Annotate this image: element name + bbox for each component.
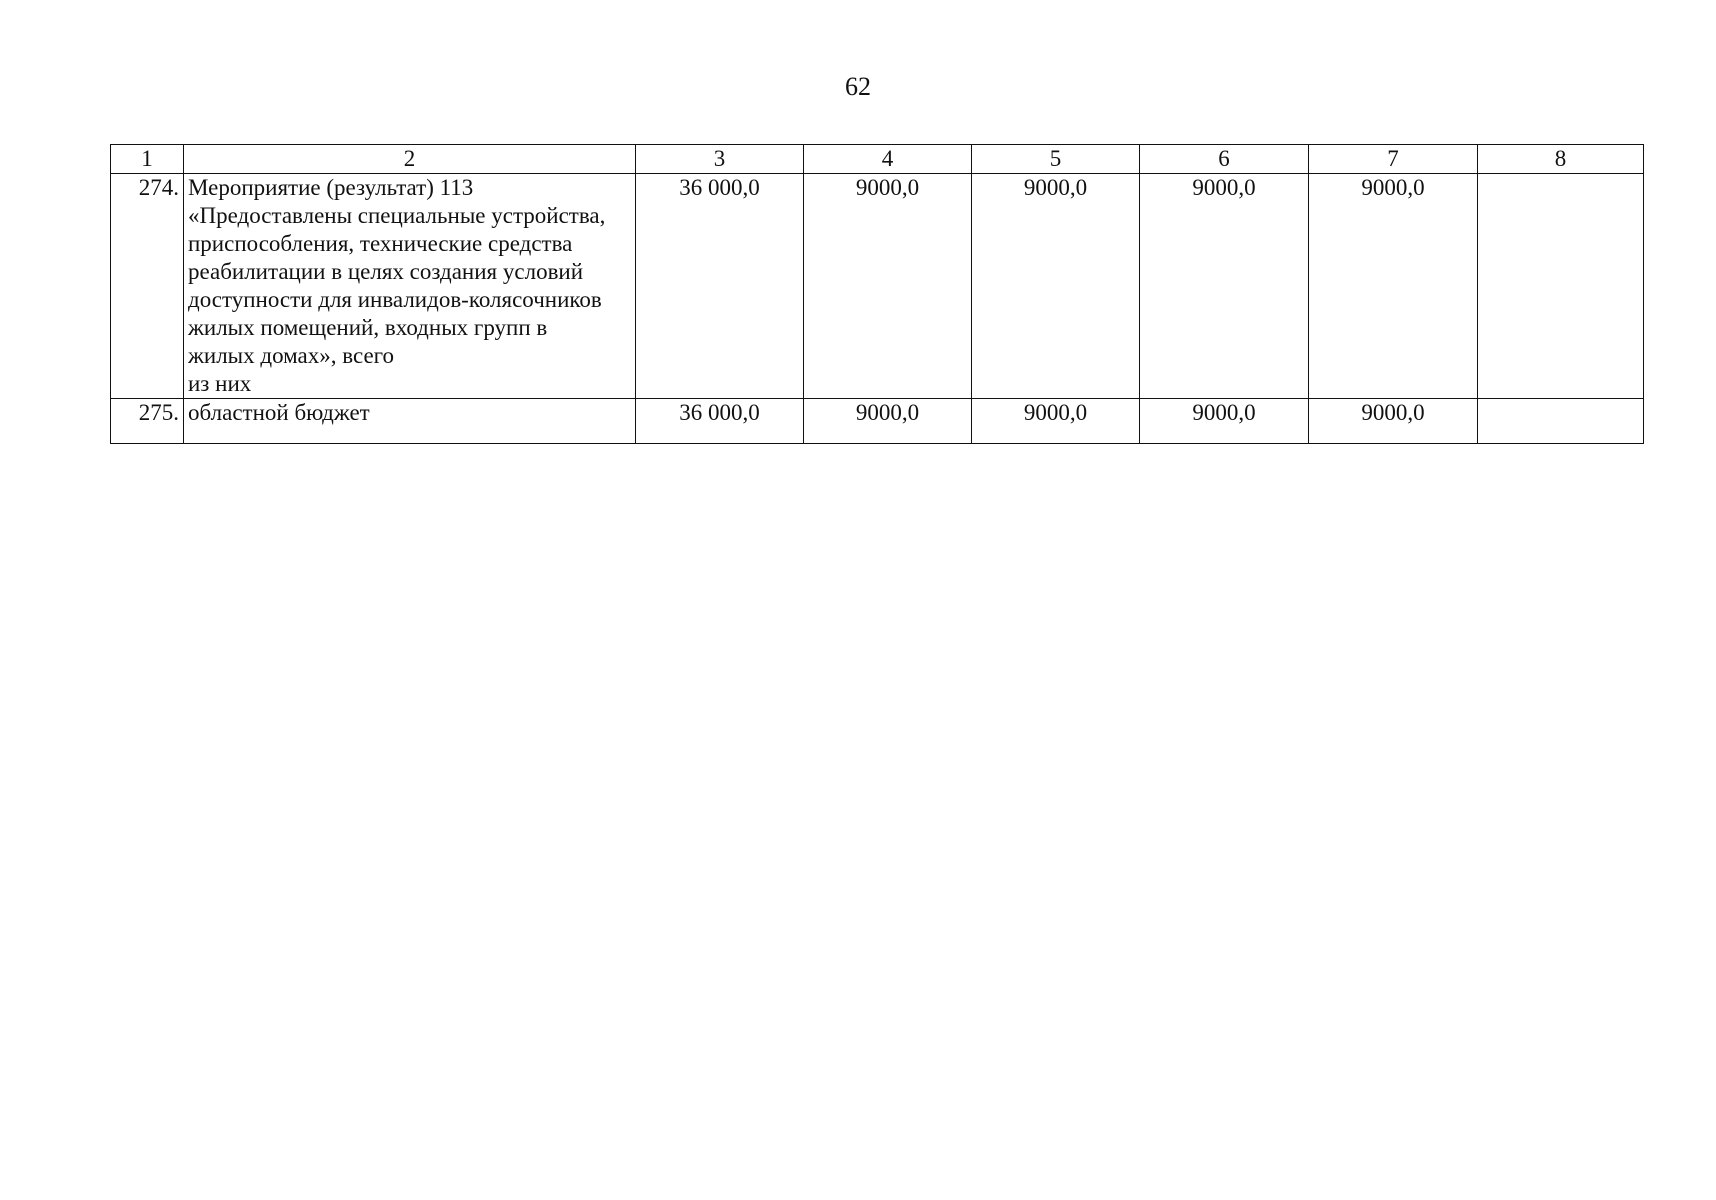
year-value: 9000,0 bbox=[1309, 399, 1478, 444]
header-cell-7: 7 bbox=[1309, 145, 1478, 174]
year-value: 9000,0 bbox=[804, 399, 972, 444]
budget-table bbox=[110, 144, 1644, 444]
total-value: 36 000,0 bbox=[636, 399, 804, 444]
year-value: 9000,0 bbox=[1140, 399, 1309, 444]
description-line: областной бюджет bbox=[188, 400, 370, 425]
description-line: приспособления, технические средства bbox=[188, 231, 573, 256]
year-value: 9000,0 bbox=[1140, 174, 1309, 399]
header-cell-8: 8 bbox=[1478, 145, 1644, 174]
row-number: 275. bbox=[111, 399, 184, 444]
row-number: 274. bbox=[111, 174, 184, 399]
total-value: 36 000,0 bbox=[636, 174, 804, 399]
header-cell-6: 6 bbox=[1140, 145, 1309, 174]
year-value: 9000,0 bbox=[972, 399, 1140, 444]
row-description bbox=[184, 174, 636, 399]
header-cell-5: 5 bbox=[972, 145, 1140, 174]
year-value: 9000,0 bbox=[1309, 174, 1478, 399]
note-cell bbox=[1478, 399, 1644, 444]
description-line: «Предоставлены специальные устройства, bbox=[188, 203, 606, 228]
note-cell bbox=[1478, 174, 1644, 399]
row-description bbox=[184, 399, 636, 444]
description-line: из них bbox=[188, 371, 252, 396]
header-cell-4: 4 bbox=[804, 145, 972, 174]
description-line: Мероприятие (результат) 113 bbox=[188, 175, 474, 200]
description-line: жилых домах», всего bbox=[188, 343, 395, 368]
description-line: доступности для инвалидов-колясочников bbox=[188, 287, 602, 312]
header-cell-3: 3 bbox=[636, 145, 804, 174]
description-line: реабилитации в целях создания условий bbox=[188, 259, 584, 284]
year-value: 9000,0 bbox=[972, 174, 1140, 399]
description-line: жилых помещений, входных групп в bbox=[188, 315, 548, 340]
header-cell-2: 2 bbox=[184, 145, 636, 174]
header-cell-1: 1 bbox=[111, 145, 184, 174]
page-number: 62 bbox=[845, 72, 871, 101]
year-value: 9000,0 bbox=[804, 174, 972, 399]
header-row bbox=[111, 145, 1644, 174]
table-row bbox=[111, 174, 1644, 399]
table-row bbox=[111, 399, 1644, 444]
